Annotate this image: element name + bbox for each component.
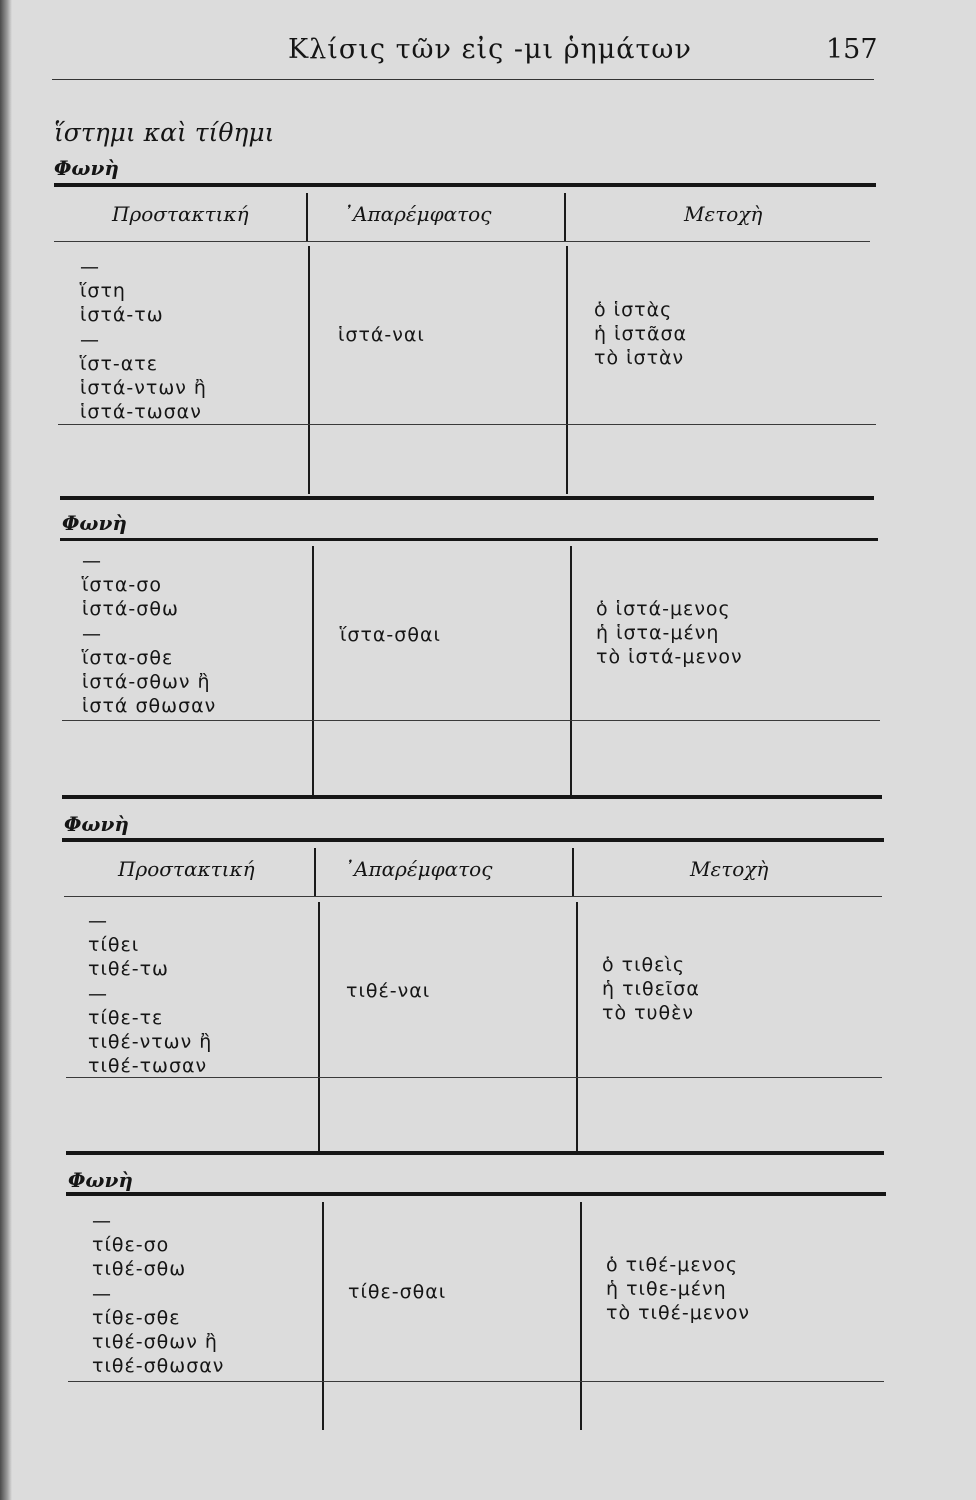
column-header-imperative-1: Προστακτική xyxy=(112,202,249,226)
form-line: ὁ ἱστὰς xyxy=(594,299,673,321)
form-line: ἡ ἱστᾶσα xyxy=(594,323,688,346)
form-line: τιθέ-ντων ἢ xyxy=(88,1031,213,1054)
form-line: — xyxy=(88,982,108,1005)
form-line: τίθε-σθε xyxy=(92,1306,181,1329)
infinitive-form-3: τιθέ-ναι xyxy=(346,980,431,1002)
voice-label-3: Φωνὴ xyxy=(64,812,129,836)
form-line: — xyxy=(88,910,108,932)
header-divider xyxy=(572,848,574,896)
column-divider xyxy=(566,246,568,494)
imperative-forms-4 xyxy=(92,1209,224,1378)
form-line: ὁ ἱστά-μενος xyxy=(596,598,731,620)
form-line: τὸ ἱστὰν xyxy=(594,347,685,370)
column-divider xyxy=(576,902,578,1152)
form-line: τὸ τιθέ-μενον xyxy=(606,1302,750,1325)
form-line: ἡ τιθεῖσα xyxy=(602,978,700,1001)
header-rule xyxy=(64,896,882,897)
form-line: τὸ ἱστά-μενον xyxy=(596,646,743,669)
form-line: τιθέ-σθωσαν xyxy=(92,1355,225,1378)
form-line: — xyxy=(92,1210,112,1232)
column-divider xyxy=(318,902,320,1152)
row-rule xyxy=(66,1077,882,1078)
form-line: ἡ τιθε-μένη xyxy=(606,1278,727,1301)
infinitive-form-2: ἵστα-σθαι xyxy=(340,624,441,646)
form-line: ἵστ-ατε xyxy=(80,352,158,375)
form-line: ἱστά-σθων ἢ xyxy=(82,671,211,694)
voice-label-1: Φωνὴ xyxy=(54,156,119,180)
form-line: τιθέ-σθω xyxy=(92,1258,187,1281)
section-1-top-rule xyxy=(54,183,876,187)
infinitive-form-4: τίθε-σθαι xyxy=(348,1281,447,1303)
form-line: τὸ τυθὲν xyxy=(602,1002,695,1025)
form-line: ἱστά-ντων ἢ xyxy=(80,377,207,400)
voice-label-4: Φωνὴ xyxy=(68,1168,133,1192)
header-rule xyxy=(52,79,874,80)
form-line: τιθέ-τωσαν xyxy=(88,1055,208,1078)
header-divider xyxy=(564,193,566,241)
form-line: — xyxy=(80,328,100,351)
imperative-forms-1 xyxy=(80,255,207,424)
form-line: ἵστα-σο xyxy=(82,574,162,597)
form-line: ὁ τιθεὶς xyxy=(602,954,686,976)
column-header-infinitive-3: ᾿Απαρέμφατος xyxy=(344,857,493,881)
running-title: Κλίσις τῶν εἰς -μι ῥημάτων xyxy=(288,34,692,65)
participle-forms-1 xyxy=(594,298,687,371)
form-line: — xyxy=(82,622,102,645)
form-line: τιθέ-σθων ἢ xyxy=(92,1331,218,1354)
column-divider xyxy=(570,546,572,796)
form-line: ἱστά σθωσαν xyxy=(82,695,217,718)
section-4-top-rule xyxy=(66,1192,886,1196)
column-divider xyxy=(580,1202,582,1430)
column-divider xyxy=(308,246,310,494)
imperative-forms-2 xyxy=(82,549,216,718)
row-rule xyxy=(68,1381,884,1382)
header-divider xyxy=(314,848,316,896)
participle-forms-2 xyxy=(596,597,743,670)
form-line: — xyxy=(80,256,100,278)
page-number: 157 xyxy=(826,34,878,65)
column-header-participle-3: Μετοχὴ xyxy=(690,857,769,881)
section-1-bottom-rule xyxy=(60,496,874,500)
column-header-imperative-3: Προστακτική xyxy=(118,857,255,881)
column-divider xyxy=(322,1202,324,1430)
infinitive-form-1: ἱστά-ναι xyxy=(338,324,425,346)
form-line: — xyxy=(92,1282,112,1305)
column-divider xyxy=(312,546,314,796)
form-line: ἱστά-σθω xyxy=(82,598,179,621)
row-rule xyxy=(58,424,876,425)
row-rule xyxy=(62,720,880,721)
form-line: ἱστά-τωσαν xyxy=(80,401,202,424)
section-3-top-rule xyxy=(62,838,884,842)
form-line: — xyxy=(82,550,102,572)
voice-label-2: Φωνὴ xyxy=(62,511,127,535)
section-2-bottom-rule xyxy=(62,795,882,799)
form-line: τίθει xyxy=(88,934,140,957)
form-line: τίθε-σο xyxy=(92,1234,170,1257)
section-2-top-rule xyxy=(60,538,878,541)
imperative-forms-3 xyxy=(88,909,212,1078)
participle-forms-4 xyxy=(606,1253,750,1326)
form-line: τίθε-τε xyxy=(88,1006,164,1029)
column-header-participle-1: Μετοχὴ xyxy=(684,202,763,226)
form-line: τιθέ-τω xyxy=(88,958,169,981)
participle-forms-3 xyxy=(602,953,700,1026)
section-subtitle: ἵστημι καὶ τίθημι xyxy=(54,118,275,147)
column-header-infinitive-1: ᾿Απαρέμφατος xyxy=(343,202,492,226)
form-line: ἵστα-σθε xyxy=(82,646,174,669)
header-divider xyxy=(306,193,308,241)
form-line: ἵστη xyxy=(80,280,126,303)
form-line: ὁ τιθέ-μενος xyxy=(606,1254,739,1276)
form-line: ἱστά-τω xyxy=(80,304,164,327)
section-3-bottom-rule xyxy=(66,1151,884,1155)
form-line: ἡ ἱστα-μένη xyxy=(596,622,720,645)
header-rule xyxy=(54,241,870,242)
